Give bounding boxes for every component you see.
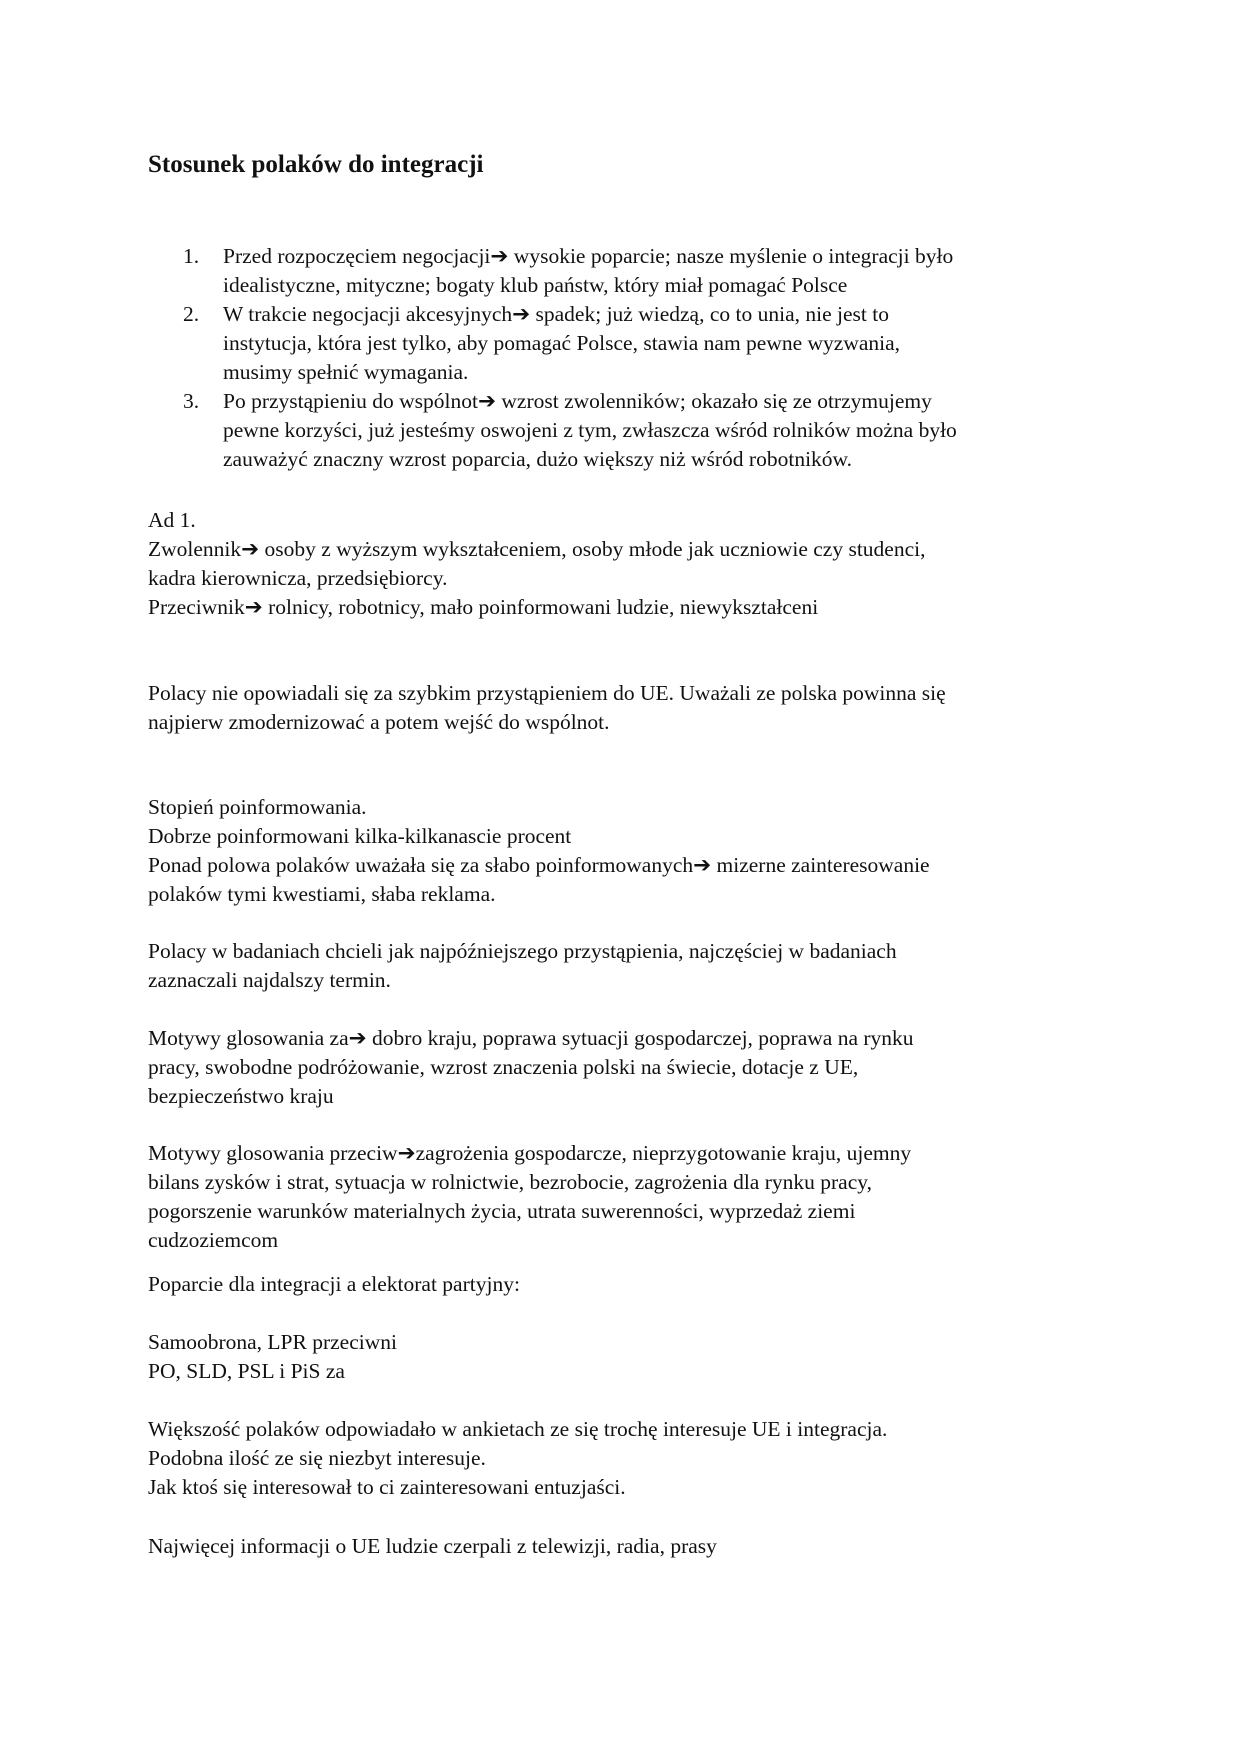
text-line: [148, 708, 1108, 737]
paragraph: [148, 1139, 1108, 1255]
text-line: [148, 822, 1108, 851]
text-line: [148, 1168, 1108, 1197]
text-line: [148, 1270, 1108, 1299]
text-line: [223, 387, 1088, 416]
line-text: Polacy w badaniach chcieli jak najpóźniejszego przystąpienia, najczęściej w badaniach: [148, 939, 897, 963]
text-line: [148, 1444, 1108, 1473]
text-line: [223, 445, 1088, 474]
line-text: Samoobrona, LPR przeciwni: [148, 1330, 397, 1354]
line-text: bezpieczeństwo kraju: [148, 1084, 334, 1108]
text-line: [223, 416, 1088, 445]
line-text: spadek; już wiedzą, co to unia, nie jest to: [530, 302, 889, 326]
text-line: [148, 1082, 1108, 1111]
list-item: [148, 387, 1088, 474]
line-text: Polacy nie opowiadali się za szybkim przystąpieniem do UE. Uważali ze polska powinna się: [148, 681, 946, 705]
line-text: pracy, swobodne podróżowanie, wzrost znaczenia polski na świecie, dotacje z UE,: [148, 1055, 859, 1079]
text-line: [148, 1328, 1108, 1357]
list-number: 2.: [183, 302, 200, 326]
line-text: najpierw zmodernizować a potem wejść do wspólnot.: [148, 710, 610, 734]
line-text: Przeciwnik: [148, 595, 245, 619]
paragraph: [148, 1532, 1108, 1561]
text-line: [148, 593, 1108, 622]
text-line: [148, 1357, 1108, 1386]
list-number: 3.: [183, 389, 200, 413]
arrow-icon: ➔: [244, 595, 263, 620]
paragraph: [148, 1270, 1108, 1299]
text-line: [148, 679, 1108, 708]
text-line: [148, 851, 1108, 880]
text-line: [148, 1197, 1108, 1226]
arrow-icon: ➔: [490, 244, 509, 269]
numbered-list: [148, 242, 1088, 474]
line-text: kadra kierownicza, przedsiębiorcy.: [148, 566, 448, 590]
line-text: dobro kraju, poprawa sytuacji gospodarczej, poprawa na rynku: [366, 1026, 914, 1050]
line-text: pewne korzyści, już jesteśmy oswojeni z tym, zwłaszcza wśród rolników można było: [223, 418, 957, 442]
text-line: [223, 242, 1088, 271]
line-text: Motywy glosowania za: [148, 1026, 349, 1050]
line-text: polaków tymi kwestiami, słaba reklama.: [148, 882, 496, 906]
paragraph: [148, 1328, 1108, 1386]
line-text: Zwolennik: [148, 537, 242, 561]
line-text: Stopień poinformowania.: [148, 795, 367, 819]
line-text: zaznaczali najdalszy termin.: [148, 968, 391, 992]
list-number: 1.: [183, 244, 200, 268]
line-text: Motywy glosowania przeciw: [148, 1141, 398, 1165]
line-text: wzrost zwolenników; okazało się ze otrzymujemy: [496, 389, 932, 413]
arrow-icon: ➔: [397, 1141, 416, 1166]
line-text: Jak ktoś się interesował to ci zainteresowani entuzjaści.: [148, 1475, 626, 1499]
list-item: [148, 300, 1088, 387]
text-line: [148, 937, 1108, 966]
paragraph: [148, 506, 1108, 622]
text-line: [148, 1226, 1108, 1255]
arrow-icon: ➔: [241, 537, 260, 562]
line-text: zauważyć znaczny wzrost poparcia, dużo większy niż wśród robotników.: [223, 447, 853, 471]
line-text: mizerne zainteresowanie: [711, 853, 930, 877]
line-text: Poparcie dla integracji a elektorat partyjny:: [148, 1272, 520, 1296]
line-text: osoby z wyższym wykształceniem, osoby młode jak uczniowie czy studenci,: [259, 537, 926, 561]
paragraph: [148, 679, 1108, 737]
line-text: Przed rozpoczęciem negocjacji: [223, 244, 491, 268]
text-line: [148, 506, 1108, 535]
paragraph: [148, 1024, 1108, 1111]
paragraph: [148, 937, 1108, 995]
text-line: [148, 1053, 1108, 1082]
arrow-icon: ➔: [693, 853, 712, 878]
text-line: [223, 358, 1088, 387]
paragraph: [148, 1415, 1108, 1502]
line-text: bilans zysków i strat, sytuacja w rolnictwie, bezrobocie, zagrożenia dla rynku pracy,: [148, 1170, 872, 1194]
text-line: [148, 880, 1108, 909]
line-text: pogorszenie warunków materialnych życia, utrata suwerenności, wyprzedaż ziemi: [148, 1199, 856, 1223]
line-text: Najwięcej informacji o UE ludzie czerpali z telewizji, radia, prasy: [148, 1534, 717, 1558]
text-line: [223, 329, 1088, 358]
list-item: [148, 242, 1088, 300]
line-text: rolnicy, robotnicy, mało poinformowani ludzie, niewykształceni: [262, 595, 819, 619]
line-text: wysokie poparcie; nasze myślenie o integracji było: [508, 244, 954, 268]
line-text: Podobna ilość ze się niezbyt interesuje.: [148, 1446, 486, 1470]
line-text: PO, SLD, PSL i PiS za: [148, 1359, 345, 1383]
line-text: W trakcie negocjacji akcesyjnych: [223, 302, 513, 326]
line-text: Ad 1.: [148, 508, 196, 532]
text-line: [148, 1532, 1108, 1561]
arrow-icon: ➔: [348, 1026, 367, 1051]
text-line: [223, 271, 1088, 300]
arrow-icon: ➔: [478, 389, 497, 414]
line-text: Ponad polowa polaków uważała się za słabo poinformowanych: [148, 853, 694, 877]
arrow-icon: ➔: [512, 302, 531, 327]
line-text: cudzoziemcom: [148, 1228, 279, 1252]
text-line: [223, 300, 1088, 329]
text-line: [148, 535, 1108, 564]
text-line: [148, 564, 1108, 593]
text-line: [148, 1415, 1108, 1444]
text-line: [148, 1024, 1108, 1053]
text-line: [148, 793, 1108, 822]
document-title: Stosunek polaków do integracji: [148, 151, 484, 178]
text-line: [148, 1139, 1108, 1168]
text-line: [148, 966, 1108, 995]
line-text: musimy spełnić wymagania.: [223, 360, 469, 384]
line-text: zagrożenia gospodarcze, nieprzygotowanie kraju, ujemny: [415, 1141, 912, 1165]
line-text: instytucja, która jest tylko, aby pomagać Polsce, stawia nam pewne wyzwania,: [223, 331, 901, 355]
paragraph: [148, 793, 1108, 909]
line-text: Po przystąpieniu do wspólnot: [223, 389, 478, 413]
line-text: Większość polaków odpowiadało w ankietach ze się trochę interesuje UE i integracja.: [148, 1417, 888, 1441]
line-text: idealistyczne, mityczne; bogaty klub państw, który miał pomagać Polsce: [223, 273, 848, 297]
text-line: [148, 1473, 1108, 1502]
line-text: Dobrze poinformowani kilka-kilkanascie procent: [148, 824, 572, 848]
